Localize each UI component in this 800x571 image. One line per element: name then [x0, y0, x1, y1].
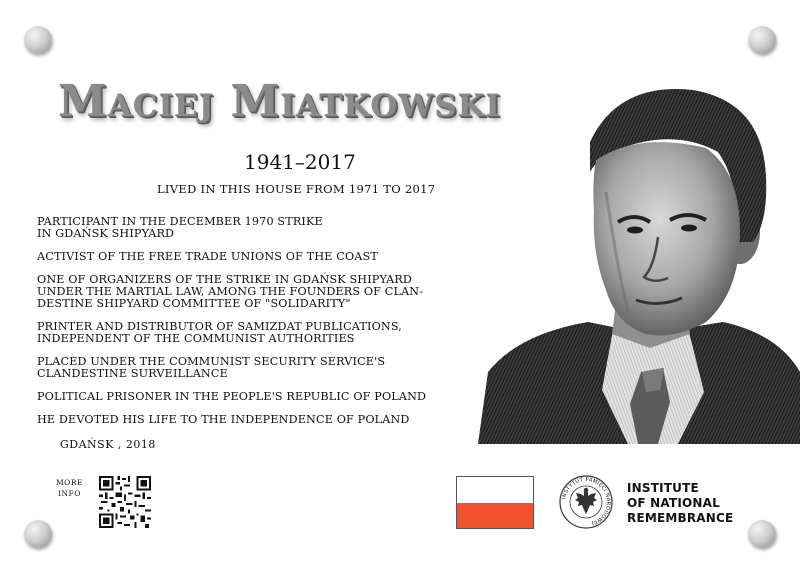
institute-name-line: REMEMBRANCE: [627, 511, 734, 525]
biography-item: ACTIVIST OF THE FREE TRADE UNIONS OF THE COAST: [37, 250, 378, 263]
biography-list: [37, 216, 487, 437]
biography-item: PRINTER AND DISTRIBUTOR OF SAMIZDAT PUBLICATIONS, INDEPENDENT OF THE COMMUNIST AUTHORITIES: [37, 320, 402, 345]
more-info-line: INFO: [58, 489, 81, 498]
life-years: 1941–2017: [244, 150, 356, 174]
biography-item: ONE OF ORGANIZERS OF THE STRIKE IN GDAŃSK SHIPYARD UNDER THE MARTIAL LAW, AMONG THE FOUNDERS OF CLAN- DESTINE SHIPYARD COMMITTEE OF "SOLIDARITY": [37, 273, 424, 310]
place-and-date: GDAŃSK , 2018: [60, 438, 156, 451]
seal-text: INSTYTUT PAMIĘCI NARODOWEJ: [561, 476, 612, 527]
screw-bottom-left-icon: [24, 520, 52, 548]
biography-item: POLITICAL PRISONER IN THE PEOPLE'S REPUBLIC OF POLAND: [37, 390, 427, 403]
more-info-label: [56, 477, 83, 499]
more-info-line: MORE: [56, 478, 83, 487]
biography-item: HE DEVOTED HIS LIFE TO THE INDEPENDENCE OF POLAND: [37, 413, 410, 426]
institute-name-line: INSTITUTE: [627, 481, 699, 495]
biography-item: PLACED UNDER THE COMMUNIST SECURITY SERVICE'S CLANDESTINE SURVEILLANCE: [37, 355, 386, 380]
flag-red-stripe: [457, 503, 533, 529]
polish-flag-icon: [456, 476, 534, 529]
screw-bottom-right-icon: [748, 520, 776, 548]
eagle-seal-icon: [559, 475, 613, 529]
institute-name: [627, 481, 733, 526]
biography-item: PARTICIPANT IN THE DECEMBER 1970 STRIKE IN GDAŃSK SHIPYARD: [37, 215, 323, 240]
portrait-photo: [478, 72, 800, 444]
screw-top-left-icon: [24, 26, 52, 54]
institute-name-line: OF NATIONAL: [627, 496, 721, 510]
residence-note: LIVED IN THIS HOUSE FROM 1971 TO 2017: [157, 182, 436, 196]
flag-white-stripe: [457, 477, 533, 503]
person-name: Maciej Miatkowski: [58, 76, 501, 127]
qr-code-icon[interactable]: [99, 476, 151, 528]
screw-top-right-icon: [748, 26, 776, 54]
